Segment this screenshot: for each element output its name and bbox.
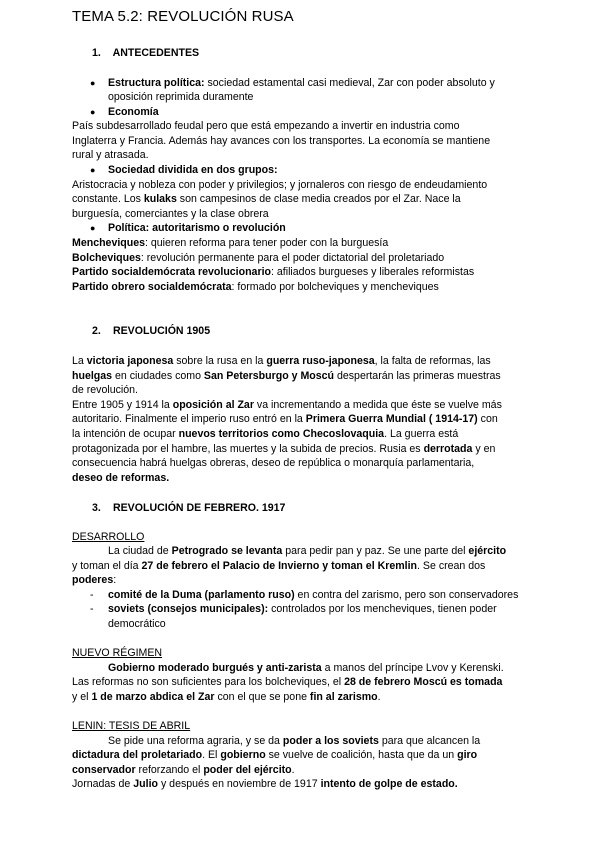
section-heading-3: 3. REVOLUCIÓN DE FEBRERO. 1917 bbox=[92, 502, 286, 514]
paragraph-line: Entre 1905 y 1914 la oposición al Zar va incrementando a medida que éste se vuelve más bbox=[72, 399, 502, 411]
paragraph-line: Las reformas no son suficientes para los bolcheviques, el 28 de febrero Moscú es tomada bbox=[72, 676, 503, 688]
paragraph-line: dictadura del proletariado. El gobierno se vuelve de coalición, hasta que da un giro bbox=[72, 749, 478, 761]
paragraph-line: autoritario. Finalmente el imperio ruso entró en la Primera Guerra Mundial ( 1914-17) con bbox=[72, 413, 498, 425]
list-item-soviets: soviets (consejos municipales): controlados por los mencheviques, tienen poder bbox=[108, 603, 497, 615]
paragraph-line: Jornadas de Julio y después en noviembre de 1917 intento de golpe de estado. bbox=[72, 778, 458, 790]
paragraph-line: Inglaterra y Francia. Además hay avances con los transportes. La economía se mantiene bbox=[72, 135, 491, 147]
subheading-tesis-abril: LENIN: TESIS DE ABRIL bbox=[72, 720, 191, 732]
paragraph-line: y toman el día 27 de febrero el Palacio de Invierno y toman el Kremlin. Se crean dos bbox=[72, 560, 486, 572]
paragraph-line: La victoria japonesa sobre la rusa en la guerra ruso-japonesa, la falta de reformas, las bbox=[72, 355, 491, 367]
paragraph-line: protagonizada por el hambre, las muertes y la subida de precios. Rusia es derrotada y en bbox=[72, 443, 496, 455]
dash-icon: - bbox=[90, 603, 94, 615]
bullet-icon: ● bbox=[90, 78, 96, 88]
subheading-desarrollo: DESARROLLO bbox=[72, 531, 145, 543]
paragraph-line: y el 1 de marzo abdica el Zar con el que se pone fin al zarismo. bbox=[72, 691, 381, 703]
bullet-economy: Economía bbox=[108, 106, 159, 118]
page-title: TEMA 5.2: REVOLUCIÓN RUSA bbox=[72, 8, 294, 25]
bullet-society: Sociedad dividida en dos grupos: bbox=[108, 164, 278, 176]
paragraph-line: constante. Los kulaks son campesinos de clase media creados por el Zar. Nace la bbox=[72, 193, 461, 205]
paragraph-line: conservador reforzando el poder del ejército. bbox=[72, 764, 295, 776]
section-heading-1: 1. ANTECEDENTES bbox=[92, 47, 200, 59]
definition-bolcheviques: Bolcheviques: revolución permanente para el poder dictatorial del proletariado bbox=[72, 252, 445, 264]
paragraph-line: de revolución. bbox=[72, 384, 138, 396]
list-item-duma: comité de la Duma (parlamento ruso) en contra del zarismo, pero son conservadores bbox=[108, 589, 519, 601]
definition-mencheviques: Mencheviques: quieren reforma para tener poder con la burguesía bbox=[72, 237, 389, 249]
bullet-structure-cont: oposición reprimida duramente bbox=[108, 91, 254, 103]
definition-pos: Partido obrero socialdemócrata: formado por bolcheviques y mencheviques bbox=[72, 281, 439, 293]
bullet-structure: Estructura política: sociedad estamental casi medieval, Zar con poder absoluto y bbox=[108, 77, 495, 89]
dash-icon: - bbox=[90, 589, 94, 601]
paragraph-line: poderes: bbox=[72, 574, 117, 586]
paragraph-line: La ciudad de Petrogrado se levanta para pedir pan y paz. Se une parte del ejército bbox=[108, 545, 507, 557]
paragraph-line: la intención de ocupar nuevos territorios como Checoslovaquia. La guerra está bbox=[72, 428, 459, 440]
paragraph-line: Aristocracia y nobleza con poder y privilegios; y jornaleros con riesgo de endeudamiento bbox=[72, 179, 488, 191]
paragraph-line: huelgas en ciudades como San Petersburgo y Moscú despertarán las primeras muestras bbox=[72, 370, 501, 382]
bullet-icon: ● bbox=[90, 223, 96, 233]
paragraph-line: Se pide una reforma agraria, y se da poder a los soviets para que alcancen la bbox=[108, 735, 481, 747]
paragraph-line: rural y atrasada. bbox=[72, 149, 149, 161]
bullet-icon: ● bbox=[90, 165, 96, 175]
paragraph-line: País subdesarrollado feudal pero que está empezando a invertir en industria como bbox=[72, 120, 460, 132]
paragraph-line: consecuencia habrá huelgas obreras, deseo de república o monarquía parlamentaria, bbox=[72, 457, 475, 469]
list-item-soviets-cont: democrático bbox=[108, 618, 166, 630]
definition-psr: Partido socialdemócrata revolucionario: afiliados burgueses y liberales reformistas bbox=[72, 266, 475, 278]
subheading-nuevo-regimen: NUEVO RÉGIMEN bbox=[72, 647, 163, 659]
paragraph-line: deseo de reformas. bbox=[72, 472, 170, 484]
paragraph-line: Gobierno moderado burgués y anti-zarista a manos del príncipe Lvov y Kerenski. bbox=[108, 662, 504, 674]
bullet-politics: Política: autoritarismo o revolución bbox=[108, 222, 286, 234]
paragraph-line: burguesía, comerciantes y la clase obrera bbox=[72, 208, 269, 220]
section-heading-2: 2. REVOLUCIÓN 1905 bbox=[92, 325, 211, 337]
bullet-icon: ● bbox=[90, 107, 96, 117]
